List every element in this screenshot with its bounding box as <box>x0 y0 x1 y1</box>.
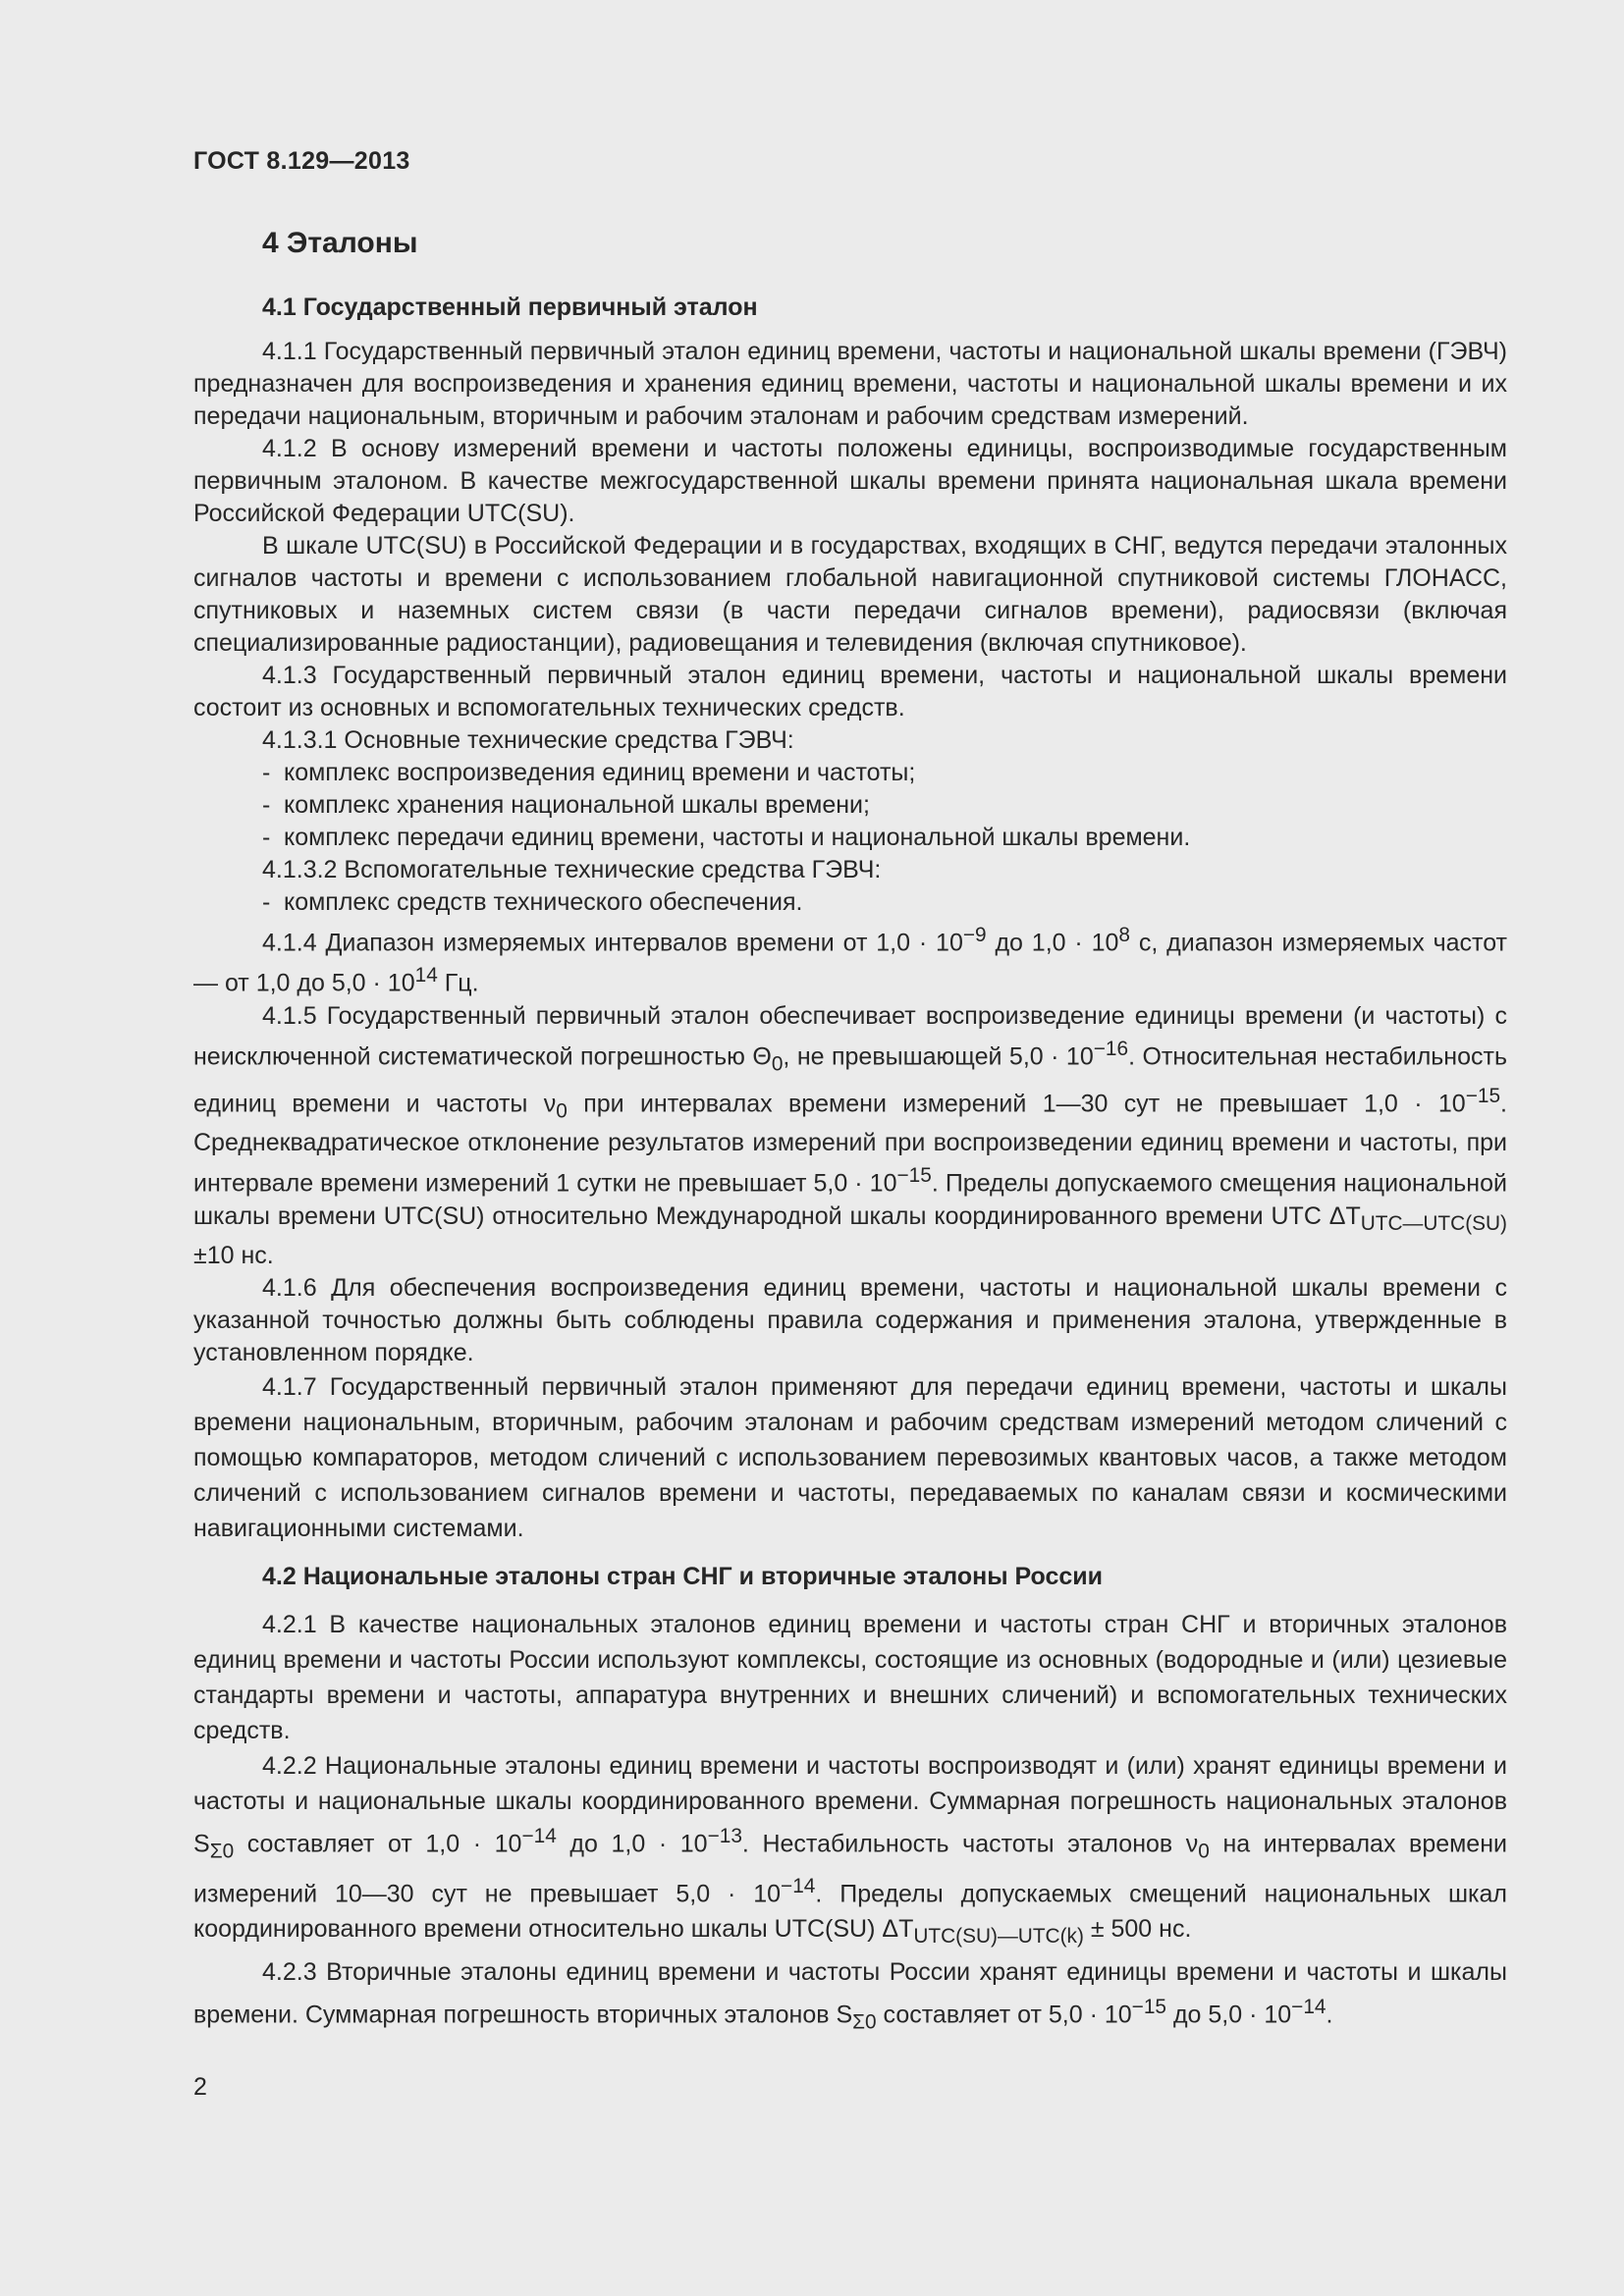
paragraph-4-1-3-1: 4.1.3.1 Основные технические средства ГЭВЧ: <box>262 726 794 754</box>
section-4-1-body <box>193 336 1507 1369</box>
list-item-text: комплекс средств технического обеспечения. <box>284 888 803 916</box>
page-number: 2 <box>193 2073 207 2101</box>
list-item <box>193 822 1507 854</box>
paragraph-4-2-1: 4.2.1 В качестве национальных эталонов единиц времени и частоты стран СНГ и вторичных эталонов единиц времени и частоты России используют комплексы, состоящие из основных (водородные и (или) цезиевые стандарты времени и частоты, аппаратура внутренних и внешних сличений) и вспомогательных технических средств. <box>193 1610 1507 1744</box>
paragraph-4-2-2: 4.2.2 Национальные эталоны единиц времени и частоты воспроизводят и (или) хранят единицы времени и частоты и национальные шкалы координированного времени. Суммарная погрешность национальных эталонов $S_{\Sigma 0}$ составляет от $1,0 \cdot 10^{-14}$ до $1,0 \cdot 10^{-13}$. Нестабильность частоты эталонов $\nu_0$ на интервалах времени измерений 10—30 сут не превышает $5,0 \cdot 10^{-14}$. Пределы допускаемых смещений национальных шкал координированного времени относительно шкалы UTC(SU) $\Delta T_{UTC(SU)—UTC(k)} \pm 500$ нс. <box>193 1751 1507 1949</box>
subsection-title-4-2: 4.2 Национальные эталоны стран СНГ и вторичные эталоны России <box>262 1562 1104 1590</box>
list-item <box>193 789 1507 822</box>
paragraph-4-1-7: 4.1.7 Государственный первичный эталон применяют для передачи единиц времени, частоты и шкалы времени национальным, вторичным, рабочим эталонам и рабочим средствам измерений методом сличений с помощью компараторов, методом сличений с использованием перевозимых квантовых часов, а также методом сличений с использованием сигналов времени и частоты, передаваемых по каналам связи и космическими навигационными системами. <box>193 1372 1507 1542</box>
section-4-2-body <box>193 1607 1507 2041</box>
paragraph-4-2-3: 4.2.3 Вторичные эталоны единиц времени и частоты России хранят единицы времени и частоты и шкалы времени. Суммарная погрешность вторичных эталонов $S_{\Sigma 0}$ составляет от $5,0 \cdot 10^{-15}$ до $5,0 \cdot 10^{-14}$. <box>193 1958 1507 2034</box>
list-item <box>193 886 1507 919</box>
list-item <box>193 757 1507 789</box>
paragraph-4-1-3: 4.1.3 Государственный первичный эталон единиц времени, частоты и национальной шкалы времени состоит из основных и вспомогательных технических средств. <box>193 662 1507 721</box>
paragraph-4-1-2: 4.1.2 В основу измерений времени и частоты положены единицы, воспроизводимые государственным первичным эталоном. В качестве межгосударственной шкалы времени принята национальная шкала времени Российской Федерации UTC(SU). <box>193 435 1507 527</box>
paragraph-4-1-2-cont: В шкале UTC(SU) в Российской Федерации и в государствах, входящих в СНГ, ведутся передачи эталонных сигналов частоты и времени с использованием глобальной навигационной спутниковой системы ГЛОНАСС, спутниковых и наземных систем связи (в части передачи сигналов времени), радиосвязи (включая специализированные радиостанции), радиовещания и телевидения (включая спутниковое). <box>193 532 1507 657</box>
list-item-text: комплекс хранения национальной шкалы времени; <box>284 791 870 819</box>
subsection-title-4-1: 4.1 Государственный первичный эталон <box>262 294 758 321</box>
page-content <box>193 224 1507 2041</box>
paragraph-4-1-6: 4.1.6 Для обеспечения воспроизведения единиц времени, частоты и национальной шкалы времени с указанной точностью должны быть соблюдены правила содержания и применения эталона, утвержденные в установленном порядке. <box>193 1273 1507 1366</box>
paragraph-4-1-3-2: 4.1.3.2 Вспомогательные технические средства ГЭВЧ: <box>262 856 882 883</box>
section-title: 4 Эталоны <box>262 227 418 259</box>
paragraph-4-1-1: 4.1.1 Государственный первичный эталон единиц времени, частоты и национальной шкалы времени (ГЭВЧ) предназначен для воспроизведения и хранения единиц времени, частоты и национальной шкалы времени и их передачи национальным, вторичным и рабочим эталонам и рабочим средствам измерений. <box>193 338 1507 430</box>
section-4-1-7-body <box>193 1369 1507 1546</box>
list-item-text: комплекс передачи единиц времени, частоты и национальной шкалы времени. <box>284 824 1191 851</box>
list-item-text: комплекс воспроизведения единиц времени и частоты; <box>284 759 916 786</box>
document-header: ГОСТ 8.129—2013 <box>193 147 410 175</box>
paragraph-4-1-4: 4.1.4 Диапазон измеряемых интервалов времени от $1,0 \cdot 10^{-9}$ до $1,0 \cdot 10^8$ с, диапазон измеряемых частот — от 1,0 до $5,0 \cdot 10^{14}$ Гц. <box>193 924 1508 997</box>
list-dash: - <box>262 824 271 851</box>
list-dash: - <box>262 791 271 819</box>
list-dash: - <box>262 759 271 786</box>
list-dash: - <box>262 888 271 916</box>
paragraph-4-1-5: 4.1.5 Государственный первичный эталон обеспечивает воспроизведение единицы времени (и частоты) с неисключенной систематической погрешностью $\Theta_0$, не превышающей $5,0 \cdot 10^{-16}$. Относительная нестабильность единиц времени и частоты $\nu_0$ при интервалах времени измерений 1—30 сут не превышает $1,0 \cdot 10^{-15}$. Среднеквадратическое отклонение результатов измерений при воспроизведении единиц времени и частоты, при интервале времени измерений 1 сутки не превышает $5,0 \cdot 10^{-15}$. Пределы допускаемого смещения национальной шкалы времени UTC(SU) относительно Международной шкалы координированного времени UTC $\Delta T_{UTC—UTC(SU)} \pm 10$ нс. <box>193 1001 1507 1269</box>
